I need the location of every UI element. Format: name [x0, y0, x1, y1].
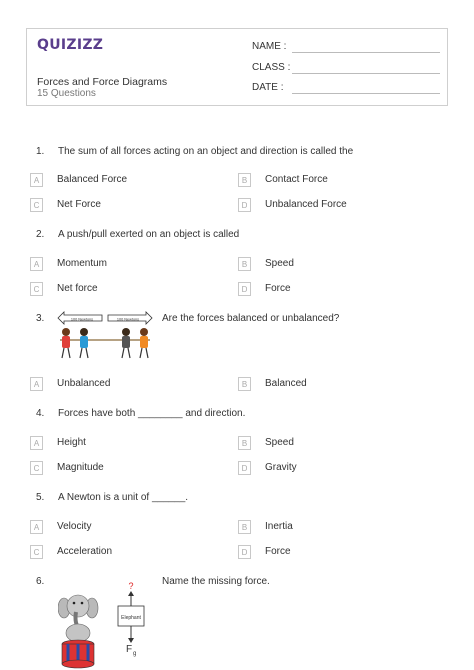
question-number: 3.	[36, 313, 45, 324]
option-letter: A	[30, 436, 43, 450]
date-field[interactable]	[252, 82, 283, 93]
option-text: Balanced Force	[57, 174, 128, 185]
option-letter: A	[30, 257, 43, 271]
option-text: Unbalanced Force	[265, 199, 347, 210]
worksheet-title: Forces and Force Diagrams	[37, 76, 168, 88]
kid-4-icon	[140, 328, 148, 358]
option-letter: C	[30, 545, 43, 559]
question-text: The sum of all forces acting on an object and direction is called the	[58, 146, 354, 157]
option-text: Height	[57, 437, 86, 448]
option-text: Speed	[265, 437, 294, 448]
class-field[interactable]	[252, 62, 290, 73]
worksheet-header	[26, 28, 448, 106]
question-text: A Newton is a unit of ______.	[58, 492, 189, 503]
unknown-force-mark: ?	[128, 581, 134, 591]
kid-3-icon	[122, 328, 130, 358]
name-field[interactable]	[252, 41, 286, 52]
gravity-subscript: g	[133, 651, 137, 657]
option-text: Magnitude	[57, 462, 104, 473]
question-number: 5.	[36, 492, 45, 503]
option-letter: A	[30, 377, 43, 391]
question-text: Forces have both ________ and direction.	[58, 408, 246, 419]
option-letter: D	[238, 198, 251, 212]
class-label: CLASS :	[252, 62, 291, 73]
option-text: Force	[265, 283, 291, 294]
gravity-force-label: F	[126, 644, 133, 655]
option-text: Velocity	[57, 521, 92, 532]
option-letter: C	[30, 198, 43, 212]
down-arrow-head-icon	[128, 638, 134, 643]
class-line	[292, 73, 440, 74]
date-line	[292, 93, 440, 94]
question-text: A push/pull exerted on an object is called	[58, 229, 240, 240]
question-text: Name the missing force.	[162, 576, 270, 587]
date-label: DATE :	[252, 82, 284, 93]
option-text: Contact Force	[265, 174, 328, 185]
option-text: Net force	[57, 283, 98, 294]
option-letter: D	[238, 282, 251, 296]
question-count: 15 Questions	[37, 88, 96, 99]
option-text: Acceleration	[57, 546, 113, 557]
circus-drum-icon	[62, 640, 94, 668]
right-force-label: 100 Newtons	[116, 317, 140, 322]
question-number: 2.	[36, 229, 45, 240]
option-letter: C	[30, 461, 43, 475]
option-letter: C	[30, 282, 43, 296]
option-letter: A	[30, 520, 43, 534]
elephant-force-diagram	[58, 578, 158, 670]
tug-of-war-image	[56, 310, 156, 362]
option-letter: B	[238, 173, 251, 187]
option-letter: B	[238, 257, 251, 271]
left-force-label: 100 Newtons	[70, 317, 94, 322]
kid-1-icon	[62, 328, 70, 358]
quizizz-logo: QUIZIZZ	[37, 37, 104, 53]
option-text: Inertia	[265, 521, 293, 532]
option-letter: D	[238, 461, 251, 475]
kid-2-icon	[80, 328, 88, 358]
box-label: Elephant	[121, 615, 141, 621]
question-text: Are the forces balanced or unbalanced?	[162, 313, 340, 324]
option-text: Speed	[265, 258, 294, 269]
option-text: Balanced	[265, 378, 307, 389]
option-text: Momentum	[57, 258, 108, 269]
option-text: Unbalanced	[57, 378, 111, 389]
name-line	[292, 52, 440, 53]
elephant-icon	[58, 595, 98, 642]
option-letter: D	[238, 545, 251, 559]
option-letter: B	[238, 436, 251, 450]
option-letter: B	[238, 520, 251, 534]
left-arrow-icon	[58, 312, 102, 324]
question-number: 6.	[36, 576, 45, 587]
option-letter: B	[238, 377, 251, 391]
option-text: Net Force	[57, 199, 101, 210]
question-number: 4.	[36, 408, 45, 419]
right-arrow-icon	[108, 312, 152, 324]
option-text: Gravity	[265, 462, 297, 473]
question-number: 1.	[36, 146, 45, 157]
up-arrow-head-icon	[128, 591, 134, 596]
name-label: NAME :	[252, 41, 287, 52]
option-text: Force	[265, 546, 291, 557]
option-letter: A	[30, 173, 43, 187]
